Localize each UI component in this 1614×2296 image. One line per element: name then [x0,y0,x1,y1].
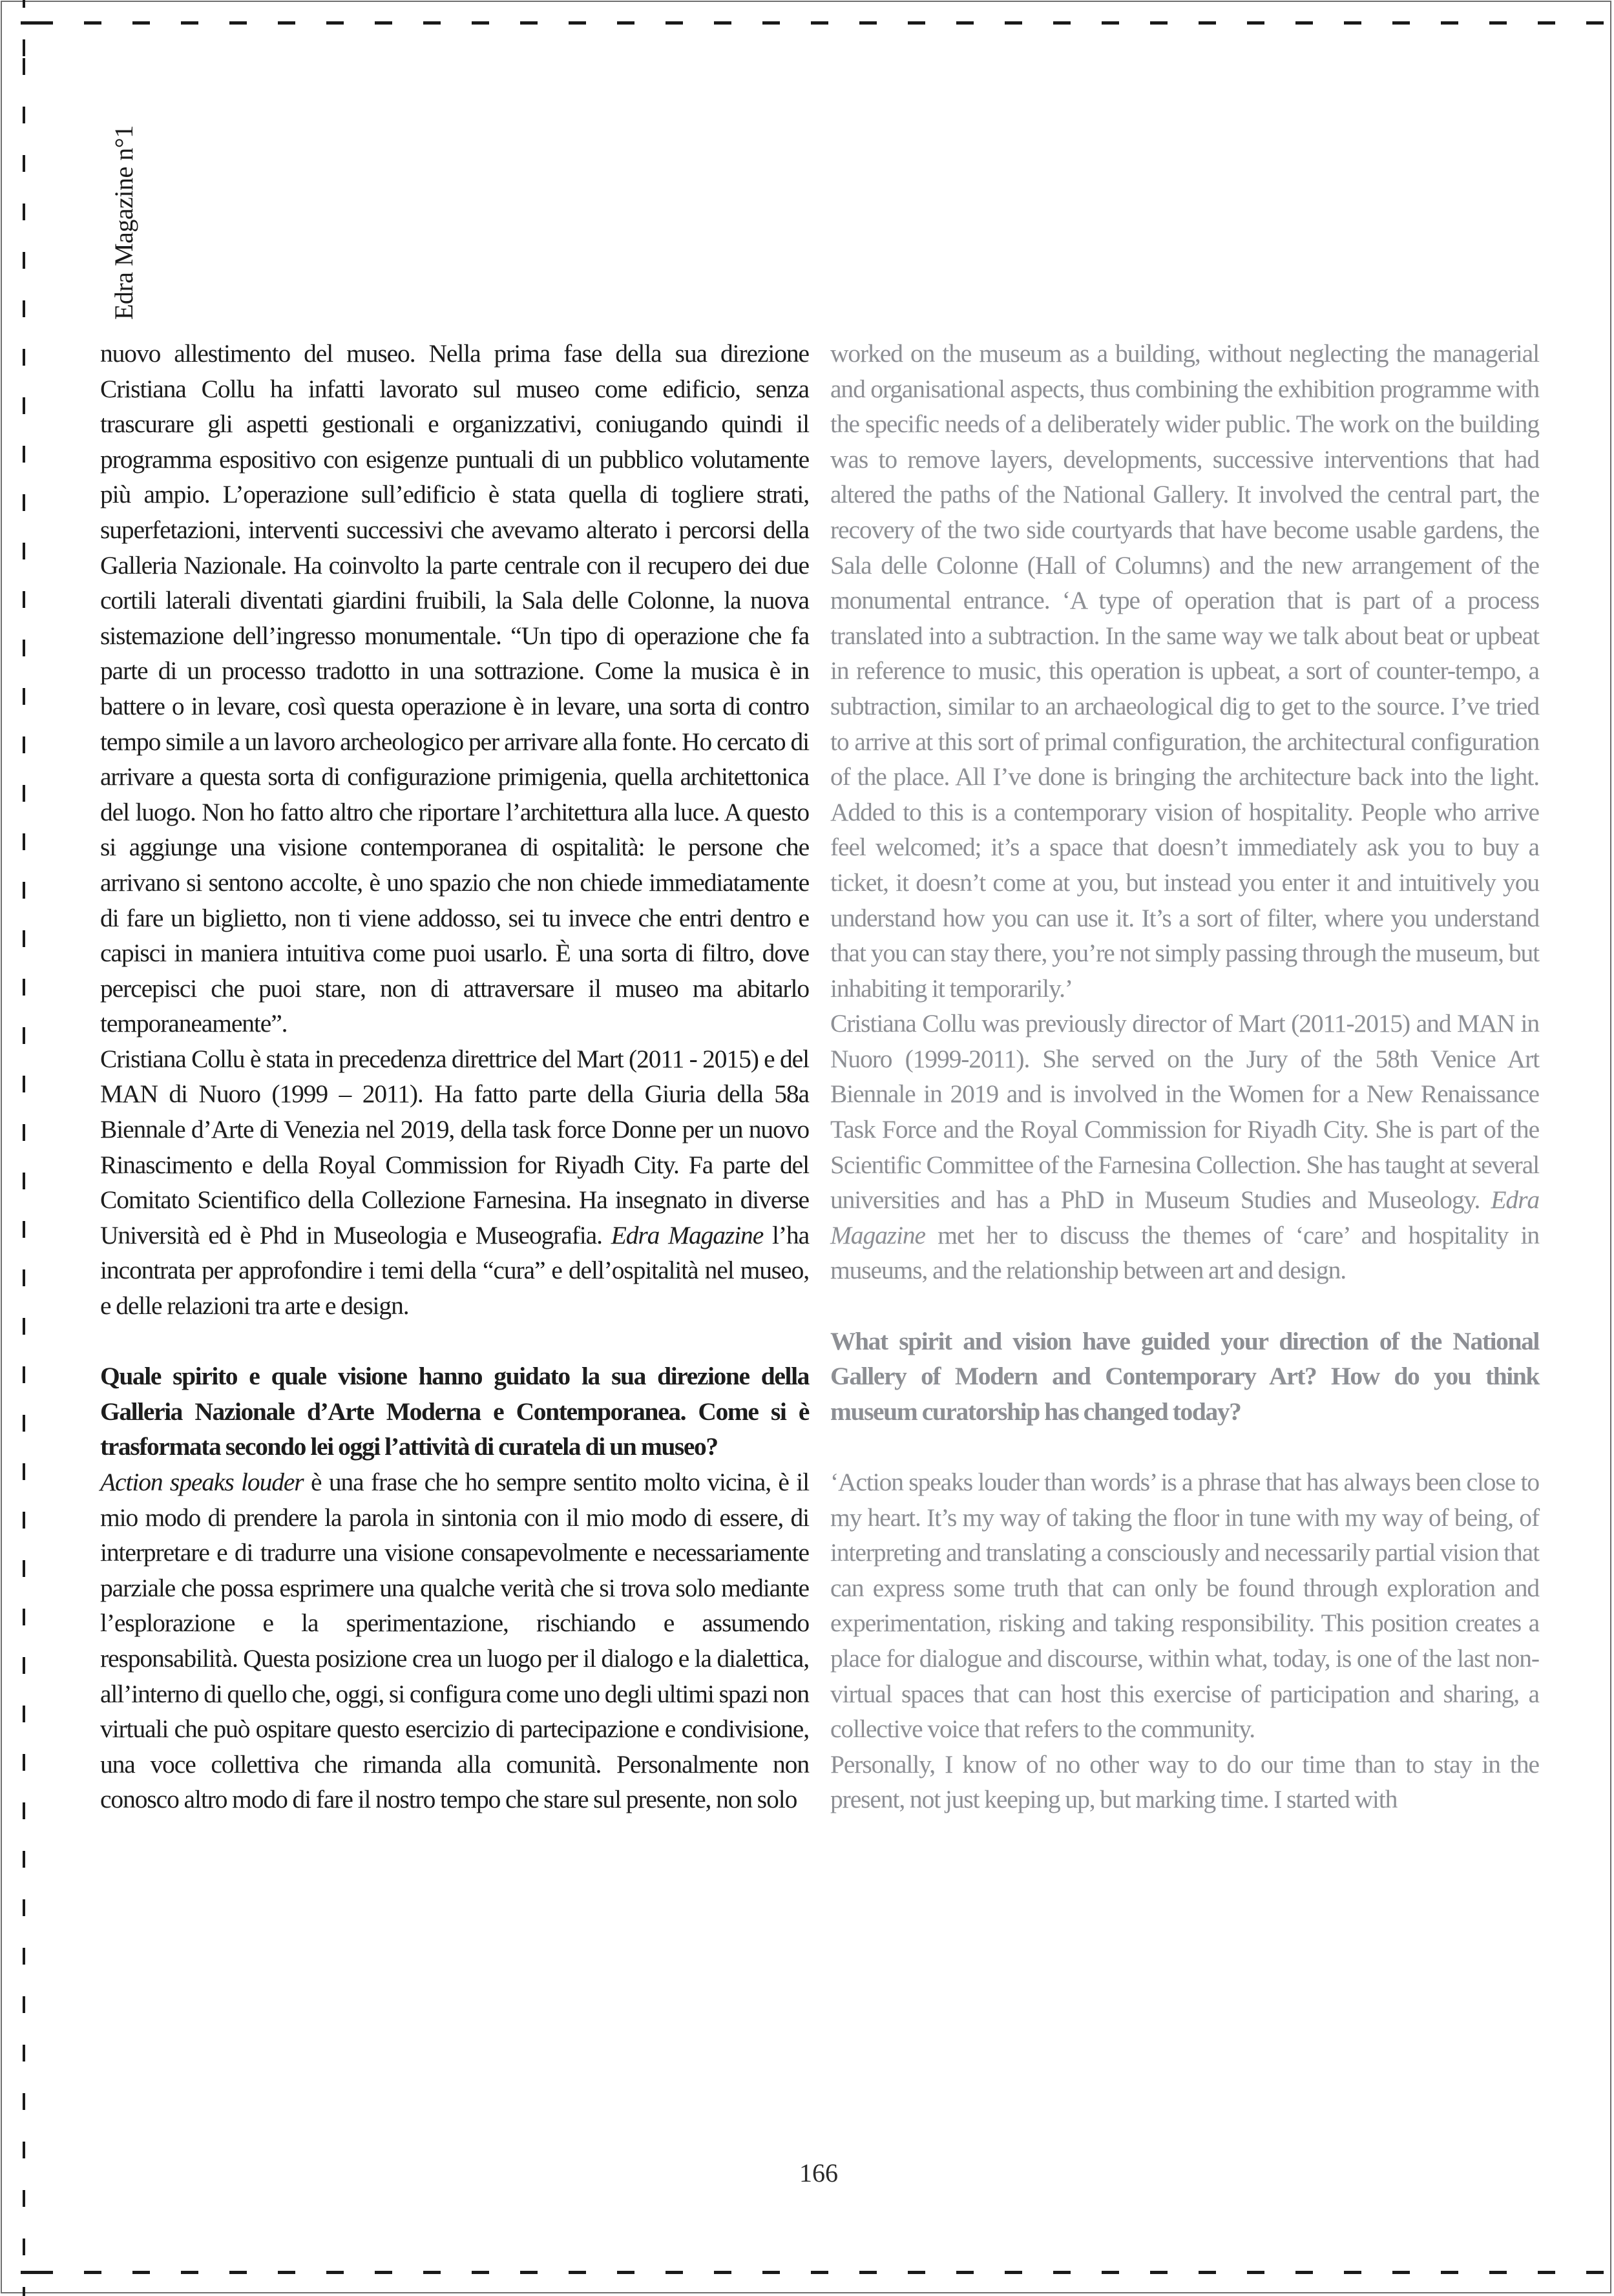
italian-magazine-title: Edra Magazine [611,1220,764,1249]
english-interview-answer-1: ‘Action speaks louder than words’ is a phrase that has always been close to my heart. It’s my way of taking the floor in tune with my way of being, of interpreting and translating a consciously and necessarily partial vision that can express some truth that can only be found through exploration and experimentation, risking and taking responsibility. This position creates a place for dialogue and discourse, within what, today, is one of the last non-virtual spaces that can host this exercise of participation and sharing, a collective voice that refers to the community. [830,1468,1539,1744]
crop-mark-bottom-dashed-rule [0,2271,1614,2274]
italian-column [100,336,809,1817]
page-number: 166 [799,2158,838,2187]
english-intro-paragraph-2 [830,1006,1539,1288]
english-bio-text-end: met her to discuss the themes of ‘care’ and hospitality in museums, and the relationship between art and design. [830,1220,1539,1285]
italian-bio-text-end: l’ha incontrata per approfondire i temi della “cura” e dell’ospitalità nel museo, e delle relazioni tra arte e design. [100,1220,810,1320]
crop-mark-left-dashed-rule [23,0,25,2296]
running-head-magazine-issue: Edra Magazine n°1 [109,125,138,320]
italian-intro-paragraph-2 [100,1041,809,1324]
english-interview-answer-2: Personally, I know of no other way to do our time than to stay in the present, not just keeping up, but marking time. I started with [830,1749,1539,1814]
italian-answer-quote: Action speaks louder [100,1468,304,1496]
english-interview-question: What spirit and vision have guided your direction of the National Gallery of Modern and Contemporary Art? How do you think museum curatorship has changed today? [830,1326,1539,1426]
spacer [830,1288,1539,1324]
english-magazine-title: Edra Magazine [830,1185,1539,1249]
italian-bio-text: Cristiana Collu è stata in precedenza direttrice del Mart (2011 - 2015) e del MAN di Nuoro (1999 – 2011). Ha fatto parte della Giuria della 58a Biennale d’Arte di Venezia nel 2019, della task force Donne per un nuovo Rinascimento e della Royal Commission for Riyadh City. Fa parte del Comitato Scientifico della Collezione Farnesina. Ha insegnato in diverse Università ed è Phd in Museologia e Museografia. [100,1044,809,1249]
english-bio-text: Cristiana Collu was previously director of Mart (2011-2015) and MAN in Nuoro (1999-2011). She served on the Jury of the 58th Venice Art Biennale in 2019 and is involved in the Women for a New Renaissance Task Force and the Royal Commission for Riyadh City. She is part of the Scientific Committee of the Farnesina Collection. She has taught at several universities and has a PhD in Museum Studies and Museology. [830,1009,1539,1215]
spacer [830,1429,1539,1465]
crop-mark-top-dashed-rule [0,21,1614,25]
spacer [100,1324,809,1359]
italian-answer-text: è una frase che ho sempre sentito molto vicina, è il mio modo di prendere la parola in sintonia con il mio modo di essere, di interpretare e di tradurre una visione consapevolmente e necessariamente parziale che possa esprimere una qualche verità che si trova solo mediante l’esplorazione e la sperimentazione, rischiando e assumendo responsabilità. Questa posizione crea un luogo per il dialogo e la dialettica, all’interno di quello che, oggi, si configura come uno degli ultimi spazi non virtuali che può ospitare questo esercizio di partecipazione e condivisione, una voce collettiva che rimanda alla comunità. Personalmente non conosco altro modo di fare il nostro tempo che stare sul presente, non solo [100,1468,809,1814]
english-column [830,336,1539,1817]
italian-interview-question: Quale spirito e quale visione hanno guidato la sua direzione della Galleria Nazionale d’Arte Moderna e Contemporanea. Come si è trasformata secondo lei oggi l’attività di curatela di un museo? [100,1362,809,1461]
italian-interview-answer [100,1465,809,1817]
italian-intro-paragraph-1: nuovo allestimento del museo. Nella prima fase della sua direzione Cristiana Collu ha infatti lavorato sul museo come edificio, senza trascurare gli aspetti gestionali e organizzativi, coniugando quindi il programma espositivo con esigenze puntuali di un pubblico volutamente più ampio. L’operazione sull’edificio è stata quella di togliere strati, superfetazioni, interventi successivi che avevamo alterato i percorsi della Galleria Nazionale. Ha coinvolto la parte centrale con il recupero dei due cortili laterali diventati giardini fruibili, la Sala delle Colonne, la nuova sistemazione dell’ingresso monumentale. “Un tipo di operazione che fa parte di un processo tradotto in una sottrazione. Come la musica è in battere o in levare, così questa operazione è in levare, una sorta di contro tempo simile a un lavoro archeologico per arrivare alla fonte. Ho cercato di arrivare a questa sorta di configurazione primigenia, quella architettonica del luogo. Non ho fatto altro che riportare l’architettura alla luce. A questo si aggiunge una visione contemporanea di ospitalità: le persone che arrivano si sentono accolte, è uno spazio che non chiede immediatamente di fare un biglietto, non ti viene addosso, sei tu invece che entri dentro e capisci in maniera intuitiva come puoi usarlo. È una sorta di filtro, dove percepisci che puoi stare, non di attraversare il museo ma abitarlo temporaneamente”. [100,339,809,1038]
english-intro-paragraph-1: worked on the museum as a building, without neglecting the managerial and organisational aspects, thus combining the exhibition programme with the specific needs of a deliberately wider public. The work on the building was to remove layers, developments, successive interventions that had altered the paths of the National Gallery. It involved the central part, the recovery of the two side courtyards that have become usable gardens, the Sala delle Colonne (Hall of Columns) and the new arrangement of the monumental entrance. ‘A type of operation that is part of a process translated into a subtraction. In the same way we talk about beat or upbeat in reference to music, this operation is upbeat, a sort of counter-tempo, a subtraction, similar to an archaeological dig to get to the source. I’ve tried to arrive at this sort of primal configuration, the architectural configuration of the place. All I’ve done is bringing the architecture back into the light. Added to this is a contemporary vision of hospitality. People who arrive feel welcomed; it’s a space that doesn’t immediately ask you to buy a ticket, it doesn’t come at you, but instead you enter it and intuitively you understand how you can use it. It’s a sort of filter, where you understand that you can stay there, you’re not simply passing through the museum, but inhabiting it temporarily.’ [830,339,1539,1003]
